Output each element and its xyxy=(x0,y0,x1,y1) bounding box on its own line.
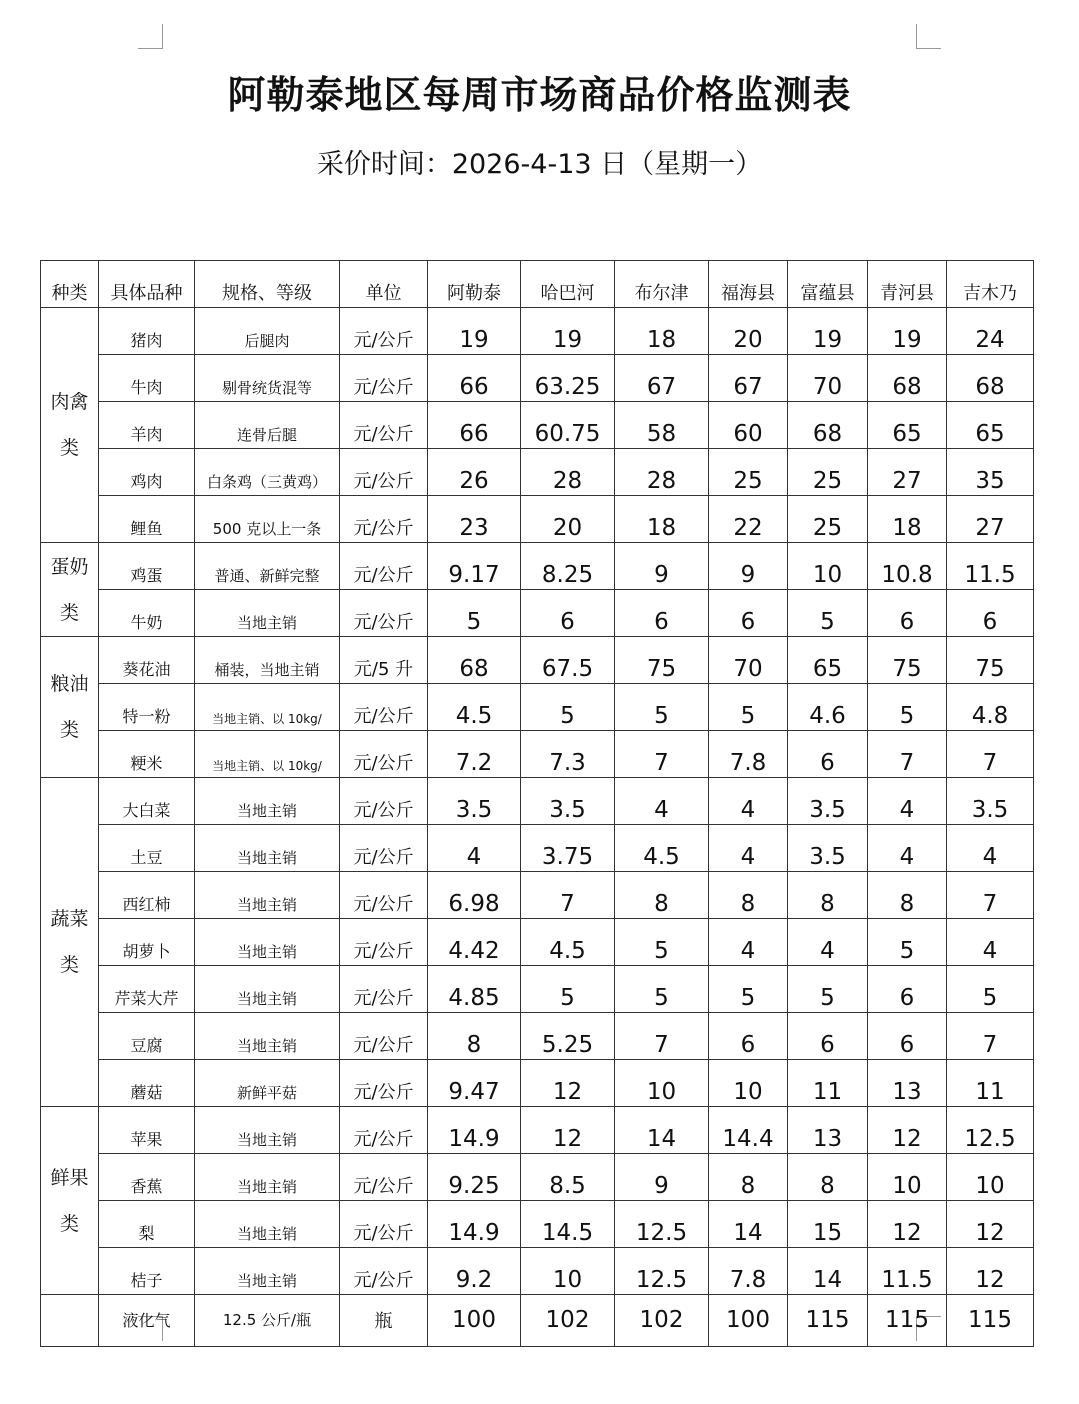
price-cell: 63.25 xyxy=(521,355,615,402)
spec-cell: 500 克以上一条 xyxy=(195,496,340,543)
price-cell: 68 xyxy=(868,355,947,402)
category-label: 鲜果类 xyxy=(50,1166,89,1235)
price-cell: 9.47 xyxy=(428,1060,521,1107)
price-cell: 9 xyxy=(615,1154,709,1201)
unit-cell: 元/公斤 xyxy=(340,1201,428,1248)
price-cell: 3.5 xyxy=(947,778,1034,825)
price-date: 采价时间：2026-4-13 日（星期一） xyxy=(316,149,763,180)
price-cell: 6 xyxy=(868,1013,947,1060)
spec-cell: 当地主销 xyxy=(195,919,340,966)
spec-cell: 当地主销 xyxy=(195,1107,340,1154)
price-table xyxy=(40,260,1034,1347)
spec-cell: 当地主销 xyxy=(195,1248,340,1295)
table-row xyxy=(41,590,1034,637)
price-cell: 68 xyxy=(428,637,521,684)
price-cell: 10 xyxy=(947,1154,1034,1201)
price-cell: 100 xyxy=(428,1295,521,1347)
item-cell: 苹果 xyxy=(99,1107,195,1154)
category-cell xyxy=(41,1295,99,1347)
spec-cell: 后腿肉 xyxy=(195,308,340,355)
price-cell: 3.5 xyxy=(788,778,868,825)
price-cell: 4.5 xyxy=(428,684,521,731)
unit-cell: 元/公斤 xyxy=(340,872,428,919)
item-cell: 胡萝卜 xyxy=(99,919,195,966)
price-cell: 75 xyxy=(868,637,947,684)
category-label: 蛋奶类 xyxy=(50,555,89,624)
category-cell xyxy=(41,637,99,778)
price-cell: 5 xyxy=(868,919,947,966)
price-cell: 5 xyxy=(868,684,947,731)
price-cell: 7 xyxy=(615,731,709,778)
price-cell: 19 xyxy=(521,308,615,355)
price-cell: 3.5 xyxy=(788,825,868,872)
item-cell: 豆腐 xyxy=(99,1013,195,1060)
price-cell: 25 xyxy=(709,449,788,496)
unit-cell: 元/公斤 xyxy=(340,449,428,496)
table-row xyxy=(41,637,1034,684)
price-cell: 3.75 xyxy=(521,825,615,872)
table-row xyxy=(41,496,1034,543)
header-spec: 规格、等级 xyxy=(195,261,340,308)
item-cell: 特一粉 xyxy=(99,684,195,731)
price-cell: 7.8 xyxy=(709,731,788,778)
spec-cell: 当地主销 xyxy=(195,1154,340,1201)
unit-cell: 元/公斤 xyxy=(340,1013,428,1060)
price-cell: 5.25 xyxy=(521,1013,615,1060)
spec-cell: 12.5 公斤/瓶 xyxy=(195,1295,340,1347)
unit-cell: 元/公斤 xyxy=(340,402,428,449)
price-cell: 18 xyxy=(615,308,709,355)
price-cell: 10 xyxy=(615,1060,709,1107)
price-cell: 12.5 xyxy=(615,1248,709,1295)
price-cell: 5 xyxy=(521,684,615,731)
price-cell: 19 xyxy=(868,308,947,355)
spec-cell: 连骨后腿 xyxy=(195,402,340,449)
price-cell: 5 xyxy=(615,684,709,731)
price-cell: 10 xyxy=(788,543,868,590)
price-cell: 7 xyxy=(615,1013,709,1060)
price-cell: 15 xyxy=(788,1201,868,1248)
price-cell: 67.5 xyxy=(521,637,615,684)
price-cell: 10 xyxy=(709,1060,788,1107)
item-cell: 鸡蛋 xyxy=(99,543,195,590)
price-cell: 7.2 xyxy=(428,731,521,778)
price-cell: 4.42 xyxy=(428,919,521,966)
table-row xyxy=(41,684,1034,731)
price-cell: 7.8 xyxy=(709,1248,788,1295)
price-cell: 6 xyxy=(788,731,868,778)
table-row xyxy=(41,1060,1034,1107)
price-cell: 12 xyxy=(521,1107,615,1154)
price-cell: 8 xyxy=(709,1154,788,1201)
price-cell: 9 xyxy=(709,543,788,590)
price-cell: 26 xyxy=(428,449,521,496)
table-row xyxy=(41,543,1034,590)
unit-cell: 元/公斤 xyxy=(340,1154,428,1201)
table-row xyxy=(41,966,1034,1013)
category-cell xyxy=(41,543,99,637)
price-cell: 65 xyxy=(947,402,1034,449)
price-cell: 68 xyxy=(947,355,1034,402)
price-cell: 6.98 xyxy=(428,872,521,919)
item-cell: 西红柿 xyxy=(99,872,195,919)
price-cell: 12 xyxy=(868,1107,947,1154)
price-cell: 8 xyxy=(788,872,868,919)
price-cell: 20 xyxy=(709,308,788,355)
item-cell: 羊肉 xyxy=(99,402,195,449)
spec-cell: 当地主销 xyxy=(195,966,340,1013)
spec-cell: 桶装，当地主销 xyxy=(195,637,340,684)
price-cell: 4 xyxy=(947,919,1034,966)
spec-cell: 当地主销 xyxy=(195,1013,340,1060)
corner-mark-top-left xyxy=(138,24,163,49)
price-cell: 18 xyxy=(615,496,709,543)
table-row xyxy=(41,355,1034,402)
price-cell: 9.2 xyxy=(428,1248,521,1295)
price-cell: 7 xyxy=(947,731,1034,778)
price-cell: 6 xyxy=(868,590,947,637)
unit-cell: 元/公斤 xyxy=(340,1060,428,1107)
spec-cell: 当地主销 xyxy=(195,1201,340,1248)
item-cell: 牛肉 xyxy=(99,355,195,402)
spec-cell: 白条鸡（三黄鸡） xyxy=(195,449,340,496)
price-cell: 25 xyxy=(788,496,868,543)
price-cell: 5 xyxy=(788,966,868,1013)
price-cell: 11.5 xyxy=(868,1248,947,1295)
price-cell: 75 xyxy=(615,637,709,684)
price-cell: 8 xyxy=(709,872,788,919)
price-cell: 8 xyxy=(615,872,709,919)
price-cell: 100 xyxy=(709,1295,788,1347)
price-cell: 10 xyxy=(868,1154,947,1201)
price-cell: 14 xyxy=(788,1248,868,1295)
unit-cell: 元/公斤 xyxy=(340,731,428,778)
price-cell: 5 xyxy=(947,966,1034,1013)
price-cell: 65 xyxy=(788,637,868,684)
item-cell: 梨 xyxy=(99,1201,195,1248)
price-cell: 67 xyxy=(615,355,709,402)
unit-cell: 元/公斤 xyxy=(340,778,428,825)
price-cell: 4.5 xyxy=(521,919,615,966)
unit-cell: 元/公斤 xyxy=(340,825,428,872)
header-region: 阿勒泰 xyxy=(428,261,521,308)
item-cell: 桔子 xyxy=(99,1248,195,1295)
price-cell: 4 xyxy=(947,825,1034,872)
price-cell: 11 xyxy=(788,1060,868,1107)
price-cell: 23 xyxy=(428,496,521,543)
price-cell: 4 xyxy=(428,825,521,872)
price-cell: 12 xyxy=(947,1248,1034,1295)
price-cell: 19 xyxy=(788,308,868,355)
document-title: 阿勒泰地区每周市场商品价格监测表 xyxy=(227,73,852,117)
price-cell: 12 xyxy=(947,1201,1034,1248)
price-cell: 5 xyxy=(615,919,709,966)
price-cell: 66 xyxy=(428,355,521,402)
header-region: 福海县 xyxy=(709,261,788,308)
category-cell xyxy=(41,1107,99,1295)
spec-cell: 当地主销 xyxy=(195,778,340,825)
header-item: 具体品种 xyxy=(99,261,195,308)
table-row xyxy=(41,402,1034,449)
price-cell: 9.25 xyxy=(428,1154,521,1201)
table-row xyxy=(41,731,1034,778)
price-cell: 7 xyxy=(947,872,1034,919)
price-cell: 4 xyxy=(709,778,788,825)
unit-cell: 元/公斤 xyxy=(340,1248,428,1295)
table-row xyxy=(41,1154,1034,1201)
price-cell: 28 xyxy=(615,449,709,496)
price-cell: 12.5 xyxy=(615,1201,709,1248)
price-cell: 8 xyxy=(428,1013,521,1060)
price-cell: 6 xyxy=(788,1013,868,1060)
table-row xyxy=(41,308,1034,355)
spec-cell: 当地主销、以 10kg/ xyxy=(195,731,340,778)
price-cell: 70 xyxy=(709,637,788,684)
category-cell xyxy=(41,778,99,1107)
price-cell: 35 xyxy=(947,449,1034,496)
price-cell: 5 xyxy=(521,966,615,1013)
price-cell: 4 xyxy=(868,825,947,872)
price-cell: 3.5 xyxy=(521,778,615,825)
price-cell: 22 xyxy=(709,496,788,543)
price-cell: 58 xyxy=(615,402,709,449)
price-cell: 6 xyxy=(521,590,615,637)
item-cell: 芹菜大芹 xyxy=(99,966,195,1013)
price-cell: 14.5 xyxy=(521,1201,615,1248)
price-cell: 7 xyxy=(868,731,947,778)
corner-mark-top-right xyxy=(916,24,941,49)
price-cell: 65 xyxy=(868,402,947,449)
table-row xyxy=(41,1248,1034,1295)
category-cell xyxy=(41,308,99,543)
price-cell: 6 xyxy=(709,590,788,637)
header-region: 青河县 xyxy=(868,261,947,308)
price-cell: 14.9 xyxy=(428,1201,521,1248)
price-cell: 19 xyxy=(428,308,521,355)
price-cell: 102 xyxy=(615,1295,709,1347)
item-cell: 粳米 xyxy=(99,731,195,778)
category-label: 蔬菜类 xyxy=(50,908,89,976)
price-cell: 5 xyxy=(428,590,521,637)
price-cell: 4 xyxy=(868,778,947,825)
table-row xyxy=(41,449,1034,496)
price-cell: 4 xyxy=(709,825,788,872)
unit-cell: 元/公斤 xyxy=(340,1107,428,1154)
price-cell: 20 xyxy=(521,496,615,543)
spec-cell: 当地主销 xyxy=(195,825,340,872)
header-region: 布尔津 xyxy=(615,261,709,308)
spec-cell: 普通、新鲜完整 xyxy=(195,543,340,590)
price-cell: 4.5 xyxy=(615,825,709,872)
price-cell: 13 xyxy=(868,1060,947,1107)
price-cell: 6 xyxy=(868,966,947,1013)
unit-cell: 元/公斤 xyxy=(340,919,428,966)
table-row xyxy=(41,1295,1034,1347)
price-cell: 14.4 xyxy=(709,1107,788,1154)
price-cell: 12.5 xyxy=(947,1107,1034,1154)
unit-cell: 元/公斤 xyxy=(340,355,428,402)
unit-cell: 元/5 升 xyxy=(340,637,428,684)
header-unit: 单位 xyxy=(340,261,428,308)
item-cell: 鸡肉 xyxy=(99,449,195,496)
price-cell: 4.6 xyxy=(788,684,868,731)
price-cell: 115 xyxy=(788,1295,868,1347)
header-row xyxy=(41,261,1034,308)
price-cell: 7 xyxy=(521,872,615,919)
item-cell: 香蕉 xyxy=(99,1154,195,1201)
price-cell: 67 xyxy=(709,355,788,402)
header-region: 吉木乃 xyxy=(947,261,1034,308)
price-cell: 66 xyxy=(428,402,521,449)
item-cell: 牛奶 xyxy=(99,590,195,637)
price-cell: 6 xyxy=(947,590,1034,637)
price-cell: 27 xyxy=(947,496,1034,543)
price-cell: 4 xyxy=(709,919,788,966)
item-cell: 猪肉 xyxy=(99,308,195,355)
price-cell: 12 xyxy=(521,1060,615,1107)
price-cell: 14.9 xyxy=(428,1107,521,1154)
header-category: 种类 xyxy=(41,261,99,308)
table-row xyxy=(41,1107,1034,1154)
category-label: 肉禽类 xyxy=(50,391,89,459)
price-cell: 12 xyxy=(868,1201,947,1248)
price-cell: 4 xyxy=(615,778,709,825)
category-label: 粮油类 xyxy=(50,673,89,741)
price-cell: 7 xyxy=(947,1013,1034,1060)
spec-cell: 剔骨统货混等 xyxy=(195,355,340,402)
price-cell: 5 xyxy=(709,966,788,1013)
price-cell: 60.75 xyxy=(521,402,615,449)
unit-cell: 元/公斤 xyxy=(340,590,428,637)
price-cell: 11 xyxy=(947,1060,1034,1107)
header-region: 富蕴县 xyxy=(788,261,868,308)
price-cell: 13 xyxy=(788,1107,868,1154)
unit-cell: 瓶 xyxy=(340,1295,428,1347)
table-row xyxy=(41,1013,1034,1060)
price-cell: 11.5 xyxy=(947,543,1034,590)
item-cell: 蘑菇 xyxy=(99,1060,195,1107)
table-row xyxy=(41,825,1034,872)
price-cell: 14 xyxy=(615,1107,709,1154)
price-cell: 10.8 xyxy=(868,543,947,590)
price-cell: 9.17 xyxy=(428,543,521,590)
unit-cell: 元/公斤 xyxy=(340,684,428,731)
price-cell: 5 xyxy=(788,590,868,637)
price-cell: 18 xyxy=(868,496,947,543)
price-cell: 5 xyxy=(615,966,709,1013)
item-cell: 土豆 xyxy=(99,825,195,872)
unit-cell: 元/公斤 xyxy=(340,543,428,590)
price-cell: 6 xyxy=(709,1013,788,1060)
price-cell: 9 xyxy=(615,543,709,590)
price-cell: 7.3 xyxy=(521,731,615,778)
spec-cell: 当地主销、以 10kg/ xyxy=(195,684,340,731)
item-cell: 鲤鱼 xyxy=(99,496,195,543)
price-cell: 4 xyxy=(788,919,868,966)
price-cell: 68 xyxy=(788,402,868,449)
table-row xyxy=(41,778,1034,825)
table-row xyxy=(41,1201,1034,1248)
item-cell: 葵花油 xyxy=(99,637,195,684)
price-cell: 102 xyxy=(521,1295,615,1347)
price-cell: 10 xyxy=(521,1248,615,1295)
price-cell: 25 xyxy=(788,449,868,496)
price-cell: 28 xyxy=(521,449,615,496)
price-cell: 6 xyxy=(615,590,709,637)
spec-cell: 当地主销 xyxy=(195,590,340,637)
price-cell: 115 xyxy=(947,1295,1034,1347)
price-cell: 8.25 xyxy=(521,543,615,590)
price-cell: 24 xyxy=(947,308,1034,355)
price-cell: 4.85 xyxy=(428,966,521,1013)
price-cell: 8 xyxy=(868,872,947,919)
price-cell: 115 xyxy=(868,1295,947,1347)
unit-cell: 元/公斤 xyxy=(340,966,428,1013)
header-region: 哈巴河 xyxy=(521,261,615,308)
price-cell: 70 xyxy=(788,355,868,402)
price-cell: 3.5 xyxy=(428,778,521,825)
spec-cell: 新鲜平菇 xyxy=(195,1060,340,1107)
item-cell: 大白菜 xyxy=(99,778,195,825)
spec-cell: 当地主销 xyxy=(195,872,340,919)
price-cell: 5 xyxy=(709,684,788,731)
table-row xyxy=(41,872,1034,919)
price-cell: 8 xyxy=(788,1154,868,1201)
table-row xyxy=(41,919,1034,966)
unit-cell: 元/公斤 xyxy=(340,308,428,355)
price-cell: 75 xyxy=(947,637,1034,684)
unit-cell: 元/公斤 xyxy=(340,496,428,543)
price-cell: 14 xyxy=(709,1201,788,1248)
item-cell: 液化气 xyxy=(99,1295,195,1347)
price-cell: 27 xyxy=(868,449,947,496)
price-cell: 4.8 xyxy=(947,684,1034,731)
price-cell: 60 xyxy=(709,402,788,449)
price-cell: 8.5 xyxy=(521,1154,615,1201)
